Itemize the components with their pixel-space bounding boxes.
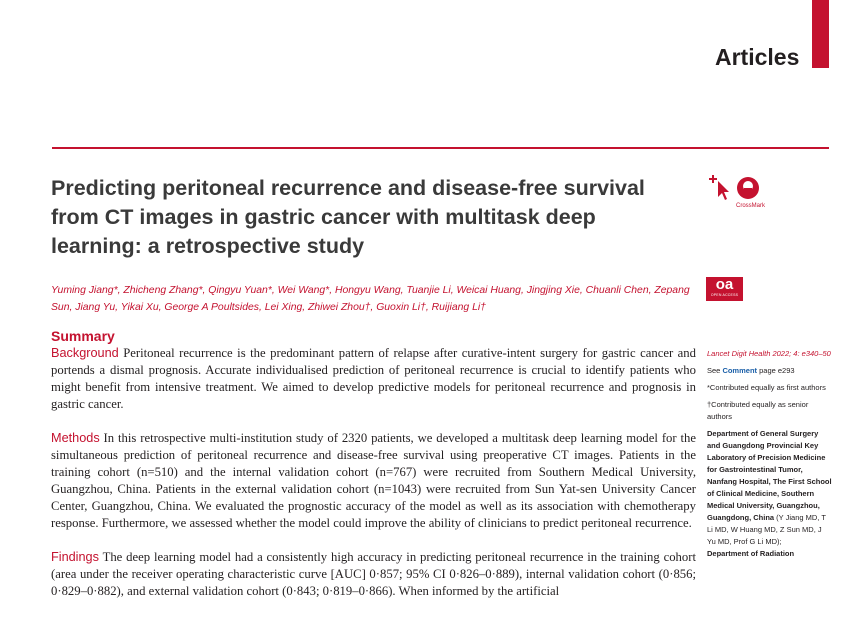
open-access-badge bbox=[706, 277, 743, 301]
abstract bbox=[51, 345, 696, 617]
top-rule bbox=[52, 147, 829, 149]
see-prefix: See bbox=[707, 366, 723, 375]
background-label: Background bbox=[51, 346, 119, 360]
comment-link[interactable]: Comment bbox=[722, 366, 758, 375]
crossmark-badge[interactable] bbox=[707, 173, 767, 210]
methods-paragraph bbox=[51, 430, 696, 532]
sidebar bbox=[707, 348, 832, 565]
affiliation-institution: Department of General Surgery and Guangdong Provincial Key Laboratory of Precision Medicine for Gastrointestinal Tumor, Nanfang Hospital, The First School of Clinical Medicine, Southern Medical University, Guangzhou, Guangdong, China bbox=[707, 429, 832, 522]
crossmark-label: CrossMark bbox=[736, 203, 766, 209]
methods-label: Methods bbox=[51, 431, 100, 445]
findings-text: The deep learning model had a consistently high accuracy in predicting peritoneal recurrence in the training cohort (area under the receiver operating characteristic curve [AUC] 0·857; 95% CI 0·826–0·889), internal validation cohort (0·856; 0·829–0·882), and external validation cohort (0·843; 0·819–0·866). When informed by the artificial bbox=[51, 550, 696, 598]
crossmark-icon bbox=[707, 173, 759, 205]
section-label: Articles bbox=[715, 44, 800, 70]
journal-citation: Lancet Digit Health 2022; 4: e340–50 bbox=[707, 349, 831, 358]
comment-reference bbox=[707, 365, 832, 377]
methods-text: In this retrospective multi-institution study of 2320 patients, we developed a multitask deep learning model for the simultaneous prediction of peritoneal recurrence and disease-free survival using preoperative CT images. Patients in the training cohort (n=510) and the internal validation cohort (n=767) were recruited from Southern Medical University, Guangzhou, China. Patients in the external validation cohort (n=1043) were recruited from Sun Yat-sen University Cancer Center, Guangzhou, China. We evaluated the prognostic accuracy of the model as well as its association with chemotherapy response. Furthermore, we assessed whether the model could improve the ability of clinicians to predict peritoneal recurrence. bbox=[51, 431, 696, 530]
accent-bar bbox=[812, 0, 829, 68]
see-suffix: page e293 bbox=[757, 366, 795, 375]
article-title: Predicting peritoneal recurrence and disease-free survival from CT images in gastric cancer with multitask deep learning: a retrospective study bbox=[51, 176, 645, 258]
oa-logo-subtext: OPEN ACCESS bbox=[710, 293, 739, 297]
findings-paragraph bbox=[51, 549, 696, 600]
summary-heading: Summary bbox=[51, 328, 115, 344]
background-paragraph bbox=[51, 345, 696, 413]
findings-label: Findings bbox=[51, 550, 99, 564]
oa-logo-text: oa bbox=[715, 276, 734, 293]
affiliation bbox=[707, 428, 832, 560]
author-list: Yuming Jiang*, Zhicheng Zhang*, Qingyu Yuan*, Wei Wang*, Hongyu Wang, Tuanjie Li, Weicai Huang, Jingjing Xie, Chuanli Chen, Zepang Sun, Jiang Yu, Yikai Xu, George A Poultsides, Lei Xing, Zhiwei Zhou†, Guoxin Li†, Ruijiang Li† bbox=[51, 285, 690, 313]
background-text: Peritoneal recurrence is the predominant pattern of relapse after curative-intent surgery for gastric cancer and portends a dismal prognosis. Accurate individualised prediction of peritoneal recurrence is crucial to identify patients who might benefit from intensive treatment. We aimed to develop predictive models for peritoneal recurrence and prognosis in gastric cancer. bbox=[51, 346, 696, 411]
senior-authors-note: †Contributed equally as senior authors bbox=[707, 400, 809, 421]
affiliation-authors: (Y Jiang MD, T Li MD, W Huang MD, Z Sun MD, J Yu MD, Prof G Li MD); bbox=[707, 513, 826, 546]
affiliation-next: Department of Radiation bbox=[707, 549, 795, 558]
first-authors-note: *Contributed equally as first authors bbox=[707, 383, 826, 392]
